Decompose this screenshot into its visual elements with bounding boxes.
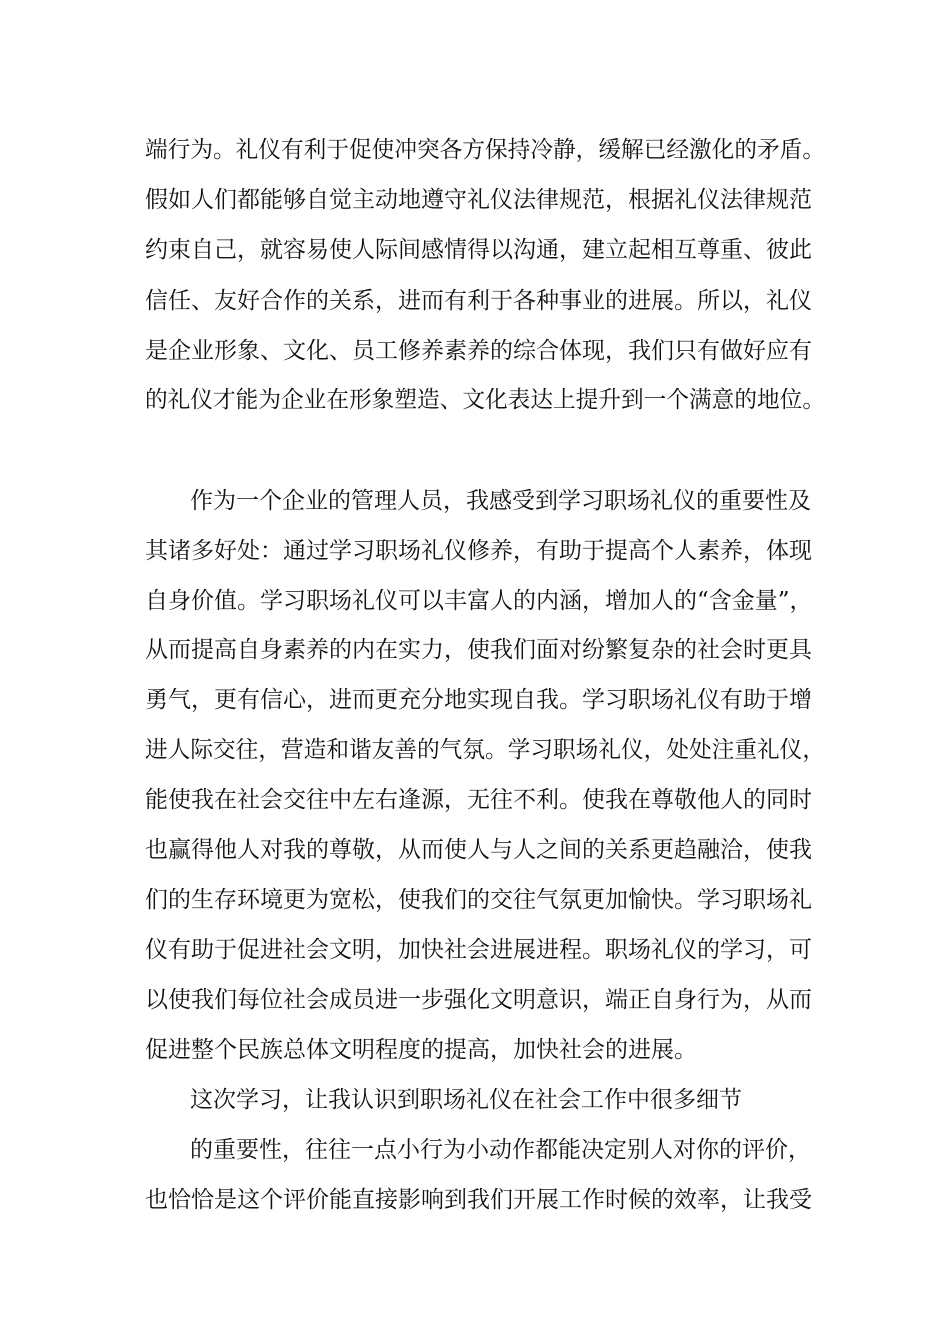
text-line: 作为一个企业的管理人员，我感受到学习职场礼仪的重要性及: [190, 488, 811, 514]
text-line: 进人际交往，营造和谐友善的气氛。学习职场礼仪，处处注重礼仪，: [145, 737, 825, 763]
text-line: 是企业形象、文化、员工修养素养的综合体现，我们只有做好应有: [145, 338, 812, 364]
text-line: 其诸多好处：通过学习职场礼仪修养，有助于提高个人素养，体现: [145, 538, 812, 564]
text-line: 也恰恰是这个评价能直接影响到我们开展工作时候的效率，让我受: [145, 1187, 812, 1213]
text-line: 的重要性，往往一点小行为小动作都能决定别人对你的评价，: [190, 1137, 811, 1163]
text-line: 能使我在社会交往中左右逢源，无往不利。使我在尊敬他人的同时: [145, 787, 812, 813]
text-line: 以使我们每位社会成员进一步强化文明意识，端正自身行为，从而: [145, 987, 812, 1013]
text-line: 端行为。礼仪有利于促使冲突各方保持冷静，缓解已经激化的矛盾。: [145, 137, 825, 163]
text-line: 的礼仪才能为企业在形象塑造、文化表达上提升到一个满意的地位。: [145, 387, 825, 413]
text-line: 信任、友好合作的关系，进而有利于各种事业的进展。所以，礼仪: [145, 288, 812, 314]
text-line: 从而提高自身素养的内在实力，使我们面对纷繁复杂的社会时更具: [145, 637, 812, 663]
text-line: 约束自己，就容易使人际间感情得以沟通，建立起相互尊重、彼此: [145, 237, 812, 263]
text-line: 勇气，更有信心，进而更充分地实现自我。学习职场礼仪有助于增: [145, 687, 812, 713]
text-line: 假如人们都能够自觉主动地遵守礼仪法律规范，根据礼仪法律规范: [145, 187, 812, 213]
text-line: 促进整个民族总体文明程度的提高，加快社会的进展。: [145, 1037, 697, 1063]
text-line: 自身价值。学习职场礼仪可以丰富人的内涵，增加人的“含金量”，: [145, 588, 813, 614]
text-line: 这次学习，让我认识到职场礼仪在社会工作中很多细节: [190, 1087, 742, 1113]
text-line: 也赢得他人对我的尊敬，从而使人与人之间的关系更趋融洽，使我: [145, 837, 812, 863]
text-line: 仪有助于促进社会文明，加快社会进展进程。职场礼仪的学习，可: [145, 937, 812, 963]
text-line: 们的生存环境更为宽松，使我们的交往气氛更加愉快。学习职场礼: [145, 887, 812, 913]
